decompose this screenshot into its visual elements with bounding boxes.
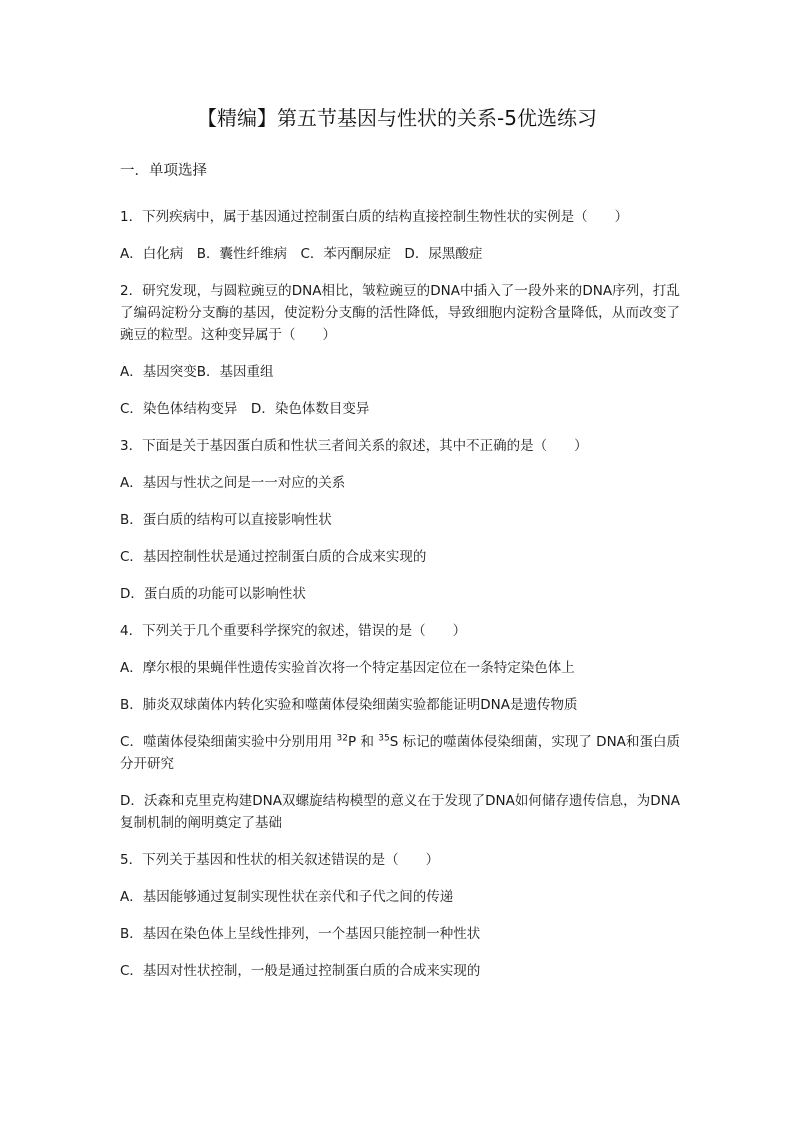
question-option: C．基因对性状控制，一般是通过控制蛋白质的合成来实现的 [120, 963, 481, 979]
question-5 [120, 849, 680, 982]
isotope-mass-number: 32 [336, 733, 348, 744]
question-1 [120, 206, 680, 265]
option-text: S 标记的噬菌体侵染细菌，实现了 DNA和蛋白质分开研究 [120, 734, 680, 772]
question-stem: 3．下面是关于基因蛋白质和性状三者间关系的叙述，其中不正确的是（ ） [120, 438, 588, 454]
option-text: C．噬菌体侵染细菌实验中分别用用 [120, 734, 337, 750]
question-option: A．基因与性状之间是一一对应的关系 [120, 475, 346, 491]
question-option: A．白化病 B．囊性纤维病 C．苯丙酮尿症 D．尿黑酸症 [120, 246, 483, 262]
question-stem: 4．下列关于几个重要科学探究的叙述，错误的是（ ） [120, 623, 467, 639]
question-option: C．基因控制性状是通过控制蛋白质的合成来实现的 [120, 549, 427, 565]
question-option: B．基因在染色体上呈线性排列，一个基因只能控制一种性状 [120, 926, 481, 942]
question-3 [120, 435, 680, 605]
question-stem: 5．下列关于基因和性状的相关叙述错误的是（ ） [120, 852, 440, 868]
question-2 [120, 280, 680, 420]
option-text: P 和 [348, 734, 379, 750]
question-option: C．染色体结构变异 D．染色体数目变异 [120, 401, 370, 417]
question-option: B．蛋白质的结构可以直接影响性状 [120, 512, 332, 528]
question-option-isotope [120, 731, 680, 775]
question-4 [120, 620, 680, 834]
question-option: A．基因突变B．基因重组 [120, 364, 274, 380]
document-title: 【精编】第五节基因与性状的关系-5优选练习 [197, 106, 597, 130]
question-stem: 1．下列疾病中，属于基因通过控制蛋白质的结构直接控制生物性状的实例是（ ） [120, 209, 629, 225]
question-list [120, 206, 680, 997]
question-option: A．摩尔根的果蝇伴性遗传实验首次将一个特定基因定位在一条特定染色体上 [120, 660, 575, 676]
question-option: D．沃森和克里克构建DNA双螺旋结构模型的意义在于发现了DNA如何储存遗传信息，为DNA复制机制的阐明奠定了基础 [120, 793, 680, 831]
question-option: B．肺炎双球菌体内转化实验和噬菌体侵染细菌实验都能证明DNA是遗传物质 [120, 697, 578, 713]
isotope-mass-number: 35 [378, 733, 390, 744]
question-option: A．基因能够通过复制实现性状在亲代和子代之间的传递 [120, 889, 454, 905]
section-heading: 一．单项选择 [120, 163, 207, 179]
question-stem: 2．研究发现，与圆粒豌豆的DNA相比，皱粒豌豆的DNA中插入了一段外来的DNA序列，打乱了编码淀粉分支酶的基因，使淀粉分支酶的活性降低，导致细胞内淀粉含量降低，从而改变了豌豆的粒型。这种变异属于（ ） [120, 283, 680, 343]
question-option: D．蛋白质的功能可以影响性状 [120, 586, 306, 602]
